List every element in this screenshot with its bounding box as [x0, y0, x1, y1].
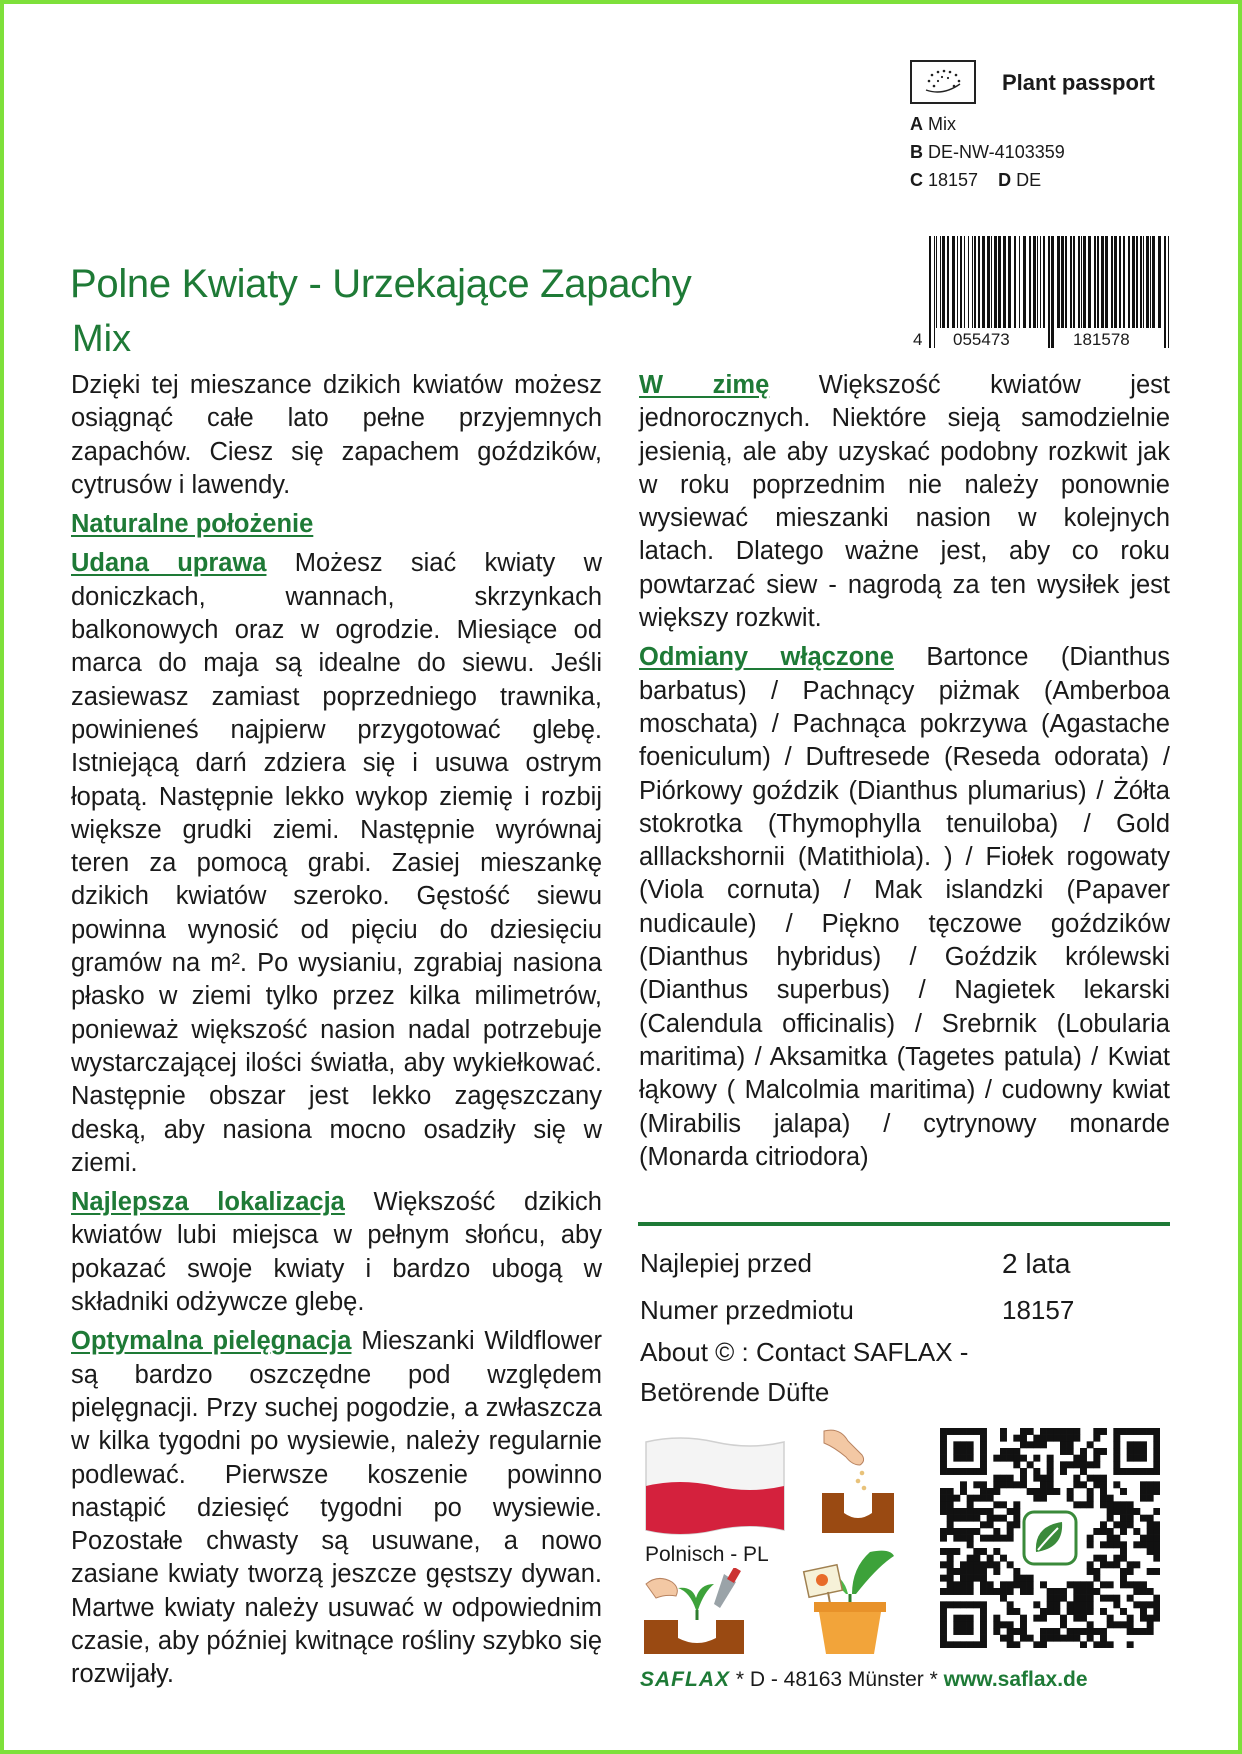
polish-flag-icon: [640, 1432, 790, 1545]
passport-line-b: B DE-NW-4103359: [910, 142, 1065, 162]
passport-line-cd: C 18157 D DE: [910, 170, 1042, 190]
location-heading: Najlepsza lokalizacja: [71, 1188, 345, 1217]
location-paragraph: Najlepsza lokalizacja Większość dzikich kwiatów lubi miejsca w pełnym słońcu, aby pokazać swoje kwiaty i bardzo ubogą w składniki odżywcze glebę.: [71, 1188, 602, 1317]
right-column: [639, 369, 1170, 1180]
barcode-digits-left: 055473: [950, 330, 1013, 350]
eu-organic-logo: [910, 60, 976, 104]
product-title: Polne Kwiaty - Urzekające Zapachy: [70, 262, 692, 306]
info-divider: [638, 1222, 1170, 1226]
footer: [640, 1668, 1088, 1692]
website-link[interactable]: www.saflax.de: [943, 1668, 1088, 1691]
varieties-paragraph: Odmiany włączone Bartonce (Dianthus barbatus) / Pachnący piżmak (Amberboa moschata) / Pachnąca pokrzywa (Agastache foeniculum) / Duftresede (Reseda odorata) / Piórkowy goździk (Dianthus plumarius) / Żółta stokrotka (Thymophylla tenuiloba) / Gold alllackshornii (Matithiola). ) / Fiołek rogowaty (Viola cornuta) / Mak islandzki (Papaver nudicaule) / Piękno tęczowe goździków (Dianthus hybridus) / Goździk królewski (Dianthus superbus) / Nagietek lekarski (Calendula officinalis) / Srebrnik (Lobularia maritima) / Aksamitka (Tagetes patula) / Kwiat łąkowy ( Malcolmia maritima) / cudowny kwiat (Mirabilis jalapa) / cytrynowy monarde (Monarda citriodora): [639, 643, 1170, 1171]
left-column: [71, 369, 602, 1698]
intro-paragraph: Dzięki tej mieszance dzikich kwiatów możesz osiągnąć całe lato pełne przyjemnych zapachów. Ciesz się zapachem goździków, cytrusów i lawendy.: [71, 371, 602, 499]
plant-passport-title: Plant passport: [1002, 70, 1155, 95]
planting-seedling-icon: [640, 1568, 750, 1661]
natural-position-heading: Naturalne położenie: [71, 510, 314, 539]
barcode-digits-right: 181578: [1070, 330, 1133, 350]
saflax-logo: SAFLAX: [640, 1668, 730, 1691]
best-before-value: 2 lata: [1002, 1248, 1071, 1279]
qr-code[interactable]: [940, 1428, 1160, 1648]
barcode-digit-first: 4: [910, 330, 925, 350]
care-paragraph: Optymalna pielęgnacja Mieszanki Wildflower są bardzo oszczędne pod względem pielęgnacji. Przy suchej pogodzie, a zwłaszcza w kilka tygodni po wysiewie, należy regularnie podlewać. Pierwsze koszenie powinno nastąpić dziesięć tygodni po wysiewie. Pozostałe chwasty są usuwane, a nowo zasiane kwiaty tworzą jeszcze gęstszy dywan. Martwe kwiaty należy usuwać w odpowiednim czasie, aby później kwitnące rośliny szybko się rozwijały.: [71, 1327, 602, 1689]
about-line-2: Betörende Düfte: [640, 1377, 830, 1407]
passport-line-a: A Mix: [910, 114, 957, 134]
care-heading: Optymalna pielęgnacja: [71, 1327, 352, 1356]
item-number-value: 18157: [1002, 1295, 1075, 1325]
about-line-1: About © : Contact SAFLAX -: [640, 1337, 969, 1367]
cultivation-heading: Udana uprawa: [71, 549, 267, 578]
winter-heading: W zimę: [639, 371, 770, 399]
language-label: Polnisch - PL: [645, 1543, 769, 1566]
item-number-label: Numer przedmiotu: [640, 1295, 854, 1325]
leaf-icon: [1024, 1512, 1076, 1564]
best-before-label: Najlepiej przed: [640, 1248, 812, 1278]
cultivation-paragraph: Udana uprawa Możesz siać kwiaty w doniczkach, wannach, skrzynkach balkonowych oraz w ogrodzie. Miesiące od marca do maja są idealne do siewu. Jeśli zasiewasz zamiast poprzedniego trawnika, powinieneś najpierw przygotować glebę. Istniejącą darń zdziera się i usuwa ostrym łopatą. Następnie lekko wykop ziemię i rozbij większe grudki ziemi. Następnie wyrównaj teren za pomocą grabi. Zasiej mieszankę dzikich kwiatów szeroko. Gęstość siewu powinna wynosić od pięciu do dziesięciu gramów na m². Po wysianiu, zgrabiaj nasiona płasko w ziemi tylko przez kilka milimetrów, ponieważ większość nasion nadal potrzebuje wystarczającej ilości światła, aby wykiełkować. Następnie obszar jest lekko zagęszczany deską, aby nasiona mocno osadziły się w ziemi.: [71, 549, 602, 1177]
varieties-heading: Odmiany włączone: [639, 643, 894, 672]
footer-address: * D - 48163 Münster *: [730, 1668, 944, 1691]
potted-plant-icon: [800, 1542, 900, 1662]
winter-paragraph: W zimę Większość kwiatów jest jednorocznych. Niektóre sieją samodzielnie jesienią, ale aby uzyskać podobny rozkwit jak w roku poprzednim nie należy ponownie wysiewać mieszanki nasion w kolejnych latach. Dlatego ważne jest, aby co roku powtarzać siew - nagrodą za ten wysiłek jest większy rozkwit.: [639, 371, 1170, 633]
product-subtitle: Mix: [72, 318, 132, 360]
sowing-seeds-icon: [818, 1425, 898, 1540]
